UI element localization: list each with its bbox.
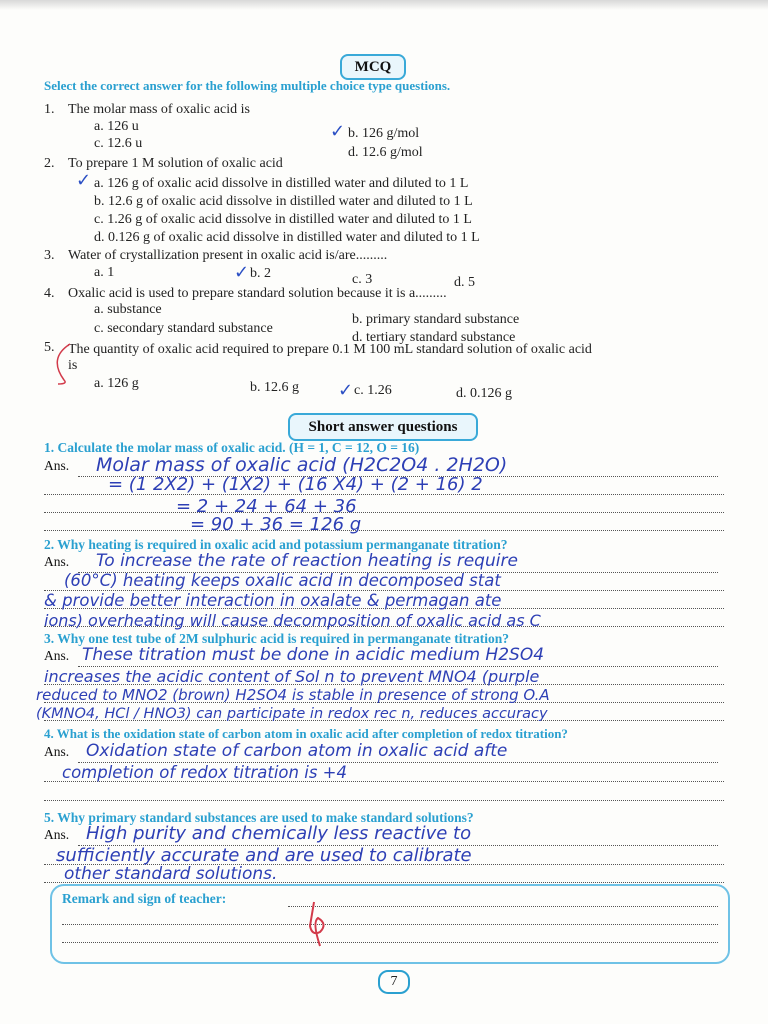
handwritten-answer-line: completion of redox titration is +4 (62, 763, 347, 782)
short-q2: 2. Why heating is required in oxalic acid and potassium permanganate titration? (44, 537, 508, 552)
q1-text: The molar mass of oxalic acid is (68, 102, 250, 117)
q1-option-b: b. 126 g/mol (348, 126, 420, 141)
q2-option-c: c. 1.26 g of oxalic acid dissolve in distilled water and diluted to 1 L (94, 212, 472, 227)
remark-line (62, 942, 718, 943)
q3-number: 3. (44, 248, 55, 263)
q4-text: Oxalic acid is used to prepare standard solution because it is a......... (68, 286, 447, 301)
page-number: 7 (378, 970, 410, 994)
short-q3: 3. Why one test tube of 2M sulphuric acid is required in permanganate titration? (44, 631, 510, 646)
q4-option-a: a. substance (94, 302, 162, 317)
handwritten-answer-line: reduced to MNO2 (brown) H2SO4 is stable in presence of strong O.A (36, 686, 550, 704)
handwritten-answer-line: Oxidation state of carbon atom in oxalic acid afte (86, 741, 508, 761)
handwritten-answer-line: & provide better interaction in oxalate & permagan ate (44, 591, 502, 610)
q3-option-b: b. 2 (250, 266, 271, 281)
q3-option-a: a. 1 (94, 265, 115, 280)
q5-option-c: c. 1.26 (354, 383, 392, 398)
red-pen-stroke (28, 340, 98, 386)
q3-option-c: c. 3 (352, 272, 373, 287)
ans-label: Ans. (44, 744, 70, 759)
tick-icon: ✓ (338, 380, 354, 401)
q4-option-c: c. secondary standard substance (94, 321, 273, 336)
short-q4: 4. What is the oxidation state of carbon atom in oxalic acid after completion of redox titration? (44, 726, 568, 741)
answer-line (44, 530, 724, 531)
q5-option-d: d. 0.126 g (456, 386, 512, 401)
mcq-badge: MCQ (340, 54, 406, 80)
remark-line (288, 906, 718, 907)
short-q5: 5. Why primary standard substances are used to make standard solutions? (44, 810, 474, 825)
q1-option-c: c. 12.6 u (94, 136, 143, 151)
handwritten-answer-line: These titration must be done in acidic medium H2SO4 (82, 645, 545, 665)
ans-label: Ans. (44, 458, 70, 473)
ans-label: Ans. (44, 554, 70, 569)
handwritten-answer-line: = 2 + 24 + 64 + 36 (176, 496, 357, 517)
page-top-shadow (0, 0, 768, 10)
handwritten-answer-line: sufficiently accurate and are used to calibrate (56, 845, 472, 866)
q5-text: The quantity of oxalic acid required to prepare 0.1 M 100 mL standard solution of oxalic acid (68, 342, 592, 357)
tick-icon: ✓ (234, 262, 250, 283)
answer-line (44, 512, 724, 513)
short-q1: 1. Calculate the molar mass of oxalic acid. (H = 1, C = 12, O = 16) (44, 440, 420, 455)
handwritten-answer-line: increases the acidic content of Sol n to prevent MNO4 (purple (44, 667, 540, 686)
answer-line (44, 800, 724, 801)
q2-option-b: b. 12.6 g of oxalic acid dissolve in distilled water and diluted to 1 L (94, 194, 473, 209)
handwritten-answer-line: = 90 + 36 = 126 g (190, 514, 362, 535)
q1-number: 1. (44, 102, 55, 117)
tick-icon: ✓ (76, 170, 92, 191)
q2-option-a: a. 126 g of oxalic acid dissolve in distilled water and diluted to 1 L (94, 176, 469, 191)
handwritten-answer-line: Molar mass of oxalic acid (H2C2O4 . 2H2O) (96, 454, 508, 476)
handwritten-answer-line: (KMNO4, HCl / HNO3) can participate in redox rec n, reduces accuracy (36, 706, 548, 722)
q5-number: 5. (44, 340, 55, 355)
q5-option-a: a. 126 g (94, 376, 139, 391)
tick-icon: ✓ (330, 121, 346, 142)
q4-option-b: b. primary standard substance (352, 312, 520, 327)
mcq-instruction: Select the correct answer for the following multiple choice type questions. (44, 78, 451, 93)
q4-option-d: d. tertiary standard substance (352, 330, 516, 345)
q2-number: 2. (44, 156, 55, 171)
q2-option-d: d. 0.126 g of oxalic acid dissolve in distilled water and diluted to 1 L (94, 230, 480, 245)
remark-label: Remark and sign of teacher: (62, 891, 227, 906)
short-answer-badge: Short answer questions (288, 413, 478, 441)
teacher-signature-mark (300, 896, 340, 956)
q3-option-d: d. 5 (454, 275, 475, 290)
handwritten-answer-line: ions) overheating will cause decomposition of oxalic acid as C (44, 611, 541, 630)
handwritten-answer-line: other standard solutions. (64, 864, 278, 884)
ans-label: Ans. (44, 827, 70, 842)
handwritten-answer-line: High purity and chemically less reactive to (86, 823, 472, 844)
q2-text: To prepare 1 M solution of oxalic acid (68, 156, 283, 171)
ans-label: Ans. (44, 648, 70, 663)
q5-text-cont: is (68, 358, 78, 373)
q4-number: 4. (44, 286, 55, 301)
handwritten-answer-line: (60°C) heating keeps oxalic acid in decomposed stat (64, 571, 501, 590)
handwritten-answer-line: = (1 2X2) + (1X2) + (16 X4) + (2 + 16) 2 (108, 474, 483, 495)
q1-option-a: a. 126 u (94, 119, 139, 134)
q5-option-b: b. 12.6 g (250, 380, 299, 395)
remark-line (62, 924, 718, 925)
q1-option-d: d. 12.6 g/mol (348, 145, 423, 160)
q3-text: Water of crystallization present in oxalic acid is/are......... (68, 248, 388, 263)
handwritten-answer-line: To increase the rate of reaction heating is require (96, 551, 518, 571)
